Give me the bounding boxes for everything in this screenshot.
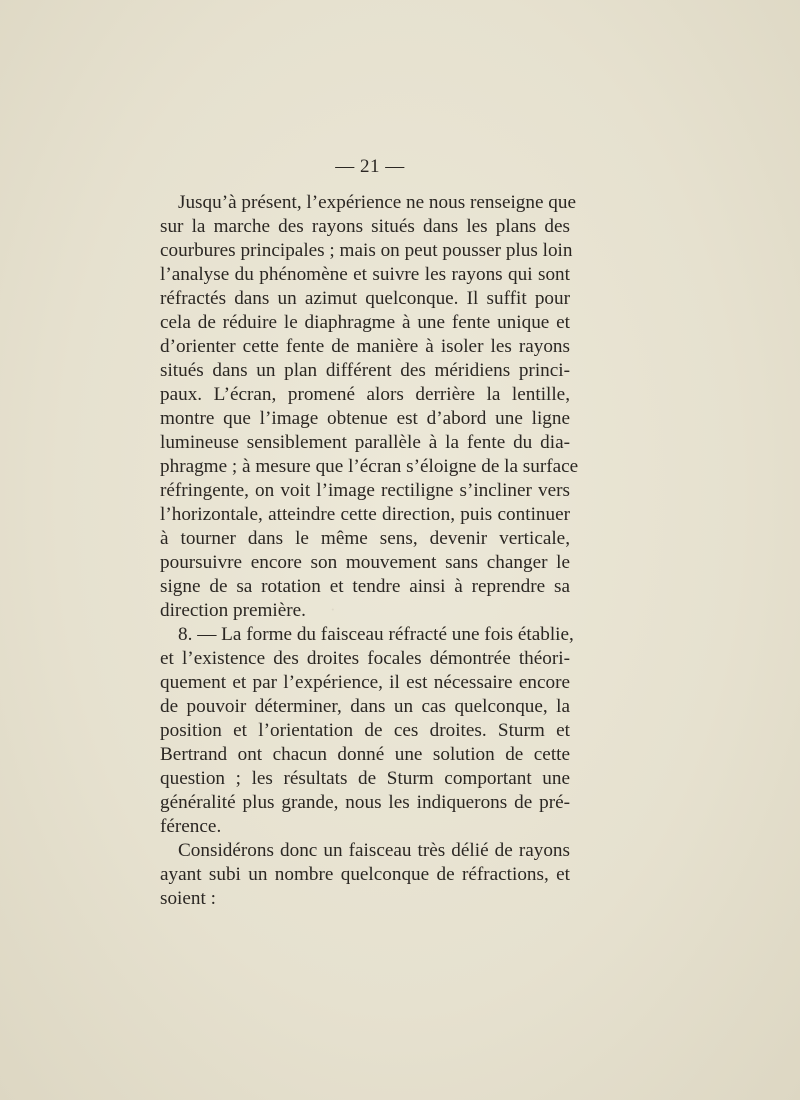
text-line: Considérons donc un faisceau très délié de rayons — [178, 840, 570, 861]
text-line: cela de réduire le diaphragme à une fente unique et — [160, 312, 570, 333]
text-line: signe de sa rotation et tendre ainsi à reprendre sa — [160, 576, 570, 597]
text-line: soient : — [160, 888, 216, 909]
text-line: 8. — La forme du faisceau réfracté une fois établie, — [178, 624, 574, 645]
text-line: montre que l’image obtenue est d’abord une ligne — [160, 408, 570, 429]
text-line: situés dans un plan différent des méridiens princi- — [160, 360, 570, 381]
text-line: poursuivre encore son mouvement sans changer le — [160, 552, 570, 573]
paragraph-1 — [160, 191, 579, 623]
text-line: et l’existence des droites focales démontrée théori- — [160, 648, 570, 669]
text-line: phragme ; à mesure que l’écran s’éloigne de la surface — [160, 456, 579, 477]
text-line: férence. — [160, 816, 222, 837]
text-line: ayant subi un nombre quelconque de réfractions, et — [160, 864, 570, 885]
text-line: quement et par l’expérience, il est nécessaire encore — [160, 672, 570, 693]
text-line: d’orienter cette fente de manière à isoler les rayons — [160, 336, 570, 357]
text-line: généralité plus grande, nous les indiquerons de pré- — [160, 792, 570, 813]
text-line: à tourner dans le même sens, devenir verticale, — [160, 528, 570, 549]
text-line: position et l’orientation de ces droites. Sturm et — [160, 720, 570, 741]
bleed-through-text: · — [330, 600, 336, 619]
text-line: l’horizontale, atteindre cette direction, puis continuer — [160, 504, 570, 525]
text-line: l’analyse du phénomène et suivre les rayons qui sont — [160, 264, 570, 285]
paragraph-3 — [160, 839, 570, 911]
text-line: lumineuse sensiblement parallèle à la fente du dia- — [160, 432, 570, 453]
text-line: sur la marche des rayons situés dans les plans des — [160, 216, 570, 237]
body-text — [160, 191, 579, 911]
text-line: direction première. — [160, 600, 306, 621]
text-line: réfringente, on voit l’image rectiligne s’incliner vers — [160, 480, 570, 501]
paragraph-2 — [160, 623, 574, 839]
page-number: — 21 — — [335, 156, 405, 177]
text-line: question ; les résultats de Sturm comportant une — [160, 768, 570, 789]
text-line: réfractés dans un azimut quelconque. Il suffit pour — [160, 288, 570, 309]
text-line: Bertrand ont chacun donné une solution de cette — [160, 744, 570, 765]
text-line: paux. L’écran, promené alors derrière la lentille, — [160, 384, 570, 405]
text-line: Jusqu’à présent, l’expérience ne nous renseigne que — [178, 192, 576, 213]
text-line: de pouvoir déterminer, dans un cas quelconque, la — [160, 696, 570, 717]
text-line: courbures principales ; mais on peut pousser plus loin — [160, 240, 573, 261]
